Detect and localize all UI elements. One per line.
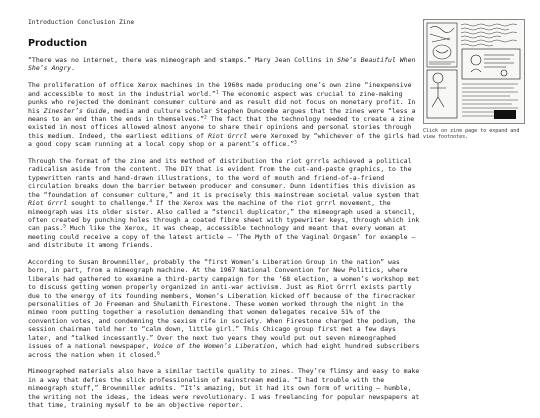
italic-title: Riot Grrrl bbox=[208, 131, 248, 140]
paragraph bbox=[28, 367, 423, 409]
footnote-marker[interactable]: 5 bbox=[63, 224, 66, 230]
breadcrumb: Introduction Conclusion Zine bbox=[28, 19, 135, 26]
text-run: , which had eight hundred subscribers across the nation when it closed. bbox=[28, 342, 420, 359]
sidebar bbox=[423, 19, 525, 141]
text-run: , media and culture scholar Stephen Duncombe argues that the zines were “less a means to an end than the ends in themselves.” bbox=[28, 106, 416, 123]
italic-title: Riot Grrrl bbox=[28, 199, 68, 208]
text-run: The economic aspect was crucial to zine-making punks who rejected the dominant consumer culture and as result did not focus on monetary profit. In his bbox=[28, 89, 416, 115]
text-run: The fact that the technology needed to create a zine existed in most offices allowed almost anyone to share their opinions and personal stories through this medium. Indeed, the earliest editions of bbox=[28, 114, 415, 140]
footnote-marker[interactable]: 4 bbox=[149, 199, 152, 205]
italic-title: Voice of the Women’s Liberation bbox=[153, 342, 275, 351]
text-run: According to Susan Brownmiller, probably the “first Women’s Liberation Group in the nation” was born, in part, from a mimeograph machine. At the 1967 National Convention for New Politics, where liberals had gathered to examine a third-party campaign for the ‘68 election, a women’s workshop met to discuss getting women properly organized in anti-war activism. Just as Riot Grrrl exists partly due to the energy of its founding members, Women’s Liberation kicked off because of the firecracker personalities of Jo Freeman and Shulamith Firestone. These women worked through the night in the mimeo room putting together a resolution demanding that women delegates receive 51% of the convention votes, and condemning the sexism rife in society. When Firestone charged the podium, the session chairman told her to “calm down, little girl.” This Chicago group first met a few days later, and “talked incessantly.” Over the next two years they would put out seven mimeographed issues of a national newspaper, bbox=[28, 258, 420, 351]
paragraph bbox=[28, 56, 423, 73]
italic-title: She’s Beautiful When She’s Angry bbox=[28, 56, 416, 73]
text-run: Mimeographed materials also have a similar tactile quality to zines. They’re flimsy and easy to make in a way that defies the slick professionalism of mainstream media. “I had trouble with the mimeograph stuff,” Brownmiller admits. “It’s amazing, but it had its own form of writing – humble, the writing not the ideas, the ideas were revolutionary. I was freelancing for popular newspapers at that time, training myself to be an objective reporter. bbox=[28, 367, 420, 410]
footnote-marker[interactable]: 1 bbox=[215, 90, 219, 96]
text-run: Much like the Xerox, it was cheap, accessible technology and meant that every woman at meeting could receive a copy of the latest article – ‘The Myth of the Vaginal Orgasm’ for example – and distribute it among friends. bbox=[28, 224, 416, 250]
text-run: sought to challenge. bbox=[67, 199, 150, 208]
page-title: Production bbox=[28, 38, 88, 49]
footnote-marker[interactable]: 6 bbox=[157, 350, 160, 356]
zine-caption: Click on zine page to expand and view footnotes. bbox=[423, 128, 520, 141]
text-run: The proliferation of office Xerox machines in the 1960s made producing one’s own zine “inexpensive and accessible to most in the industrial world.” bbox=[28, 81, 412, 98]
paragraph bbox=[28, 157, 423, 249]
paragraph bbox=[28, 81, 423, 148]
zine-page-thumbnail[interactable] bbox=[423, 19, 525, 124]
text-run: . bbox=[71, 64, 75, 73]
italic-title: Zinester’s Guide bbox=[43, 106, 107, 115]
article-body bbox=[28, 56, 423, 409]
text-run: “There was no internet, there was mimeograph and stamps.” Mary Jean Collins in bbox=[28, 56, 338, 64]
paragraph bbox=[28, 258, 423, 359]
text-run: Through the format of the zine and its method of distribution the riot grrrls achieved a political radicalism aside from the content. The DIY that is evident from the cut-and-paste graphics, to the typewritten rants and hand-drawn illustrations, to the word of mouth and friend-of-a-friend circulation breaks down the barrier between producer and consumer. Dunn identifies this division as the “foundation of consumer culture,” and it is precisely this mainstream societal value system that bbox=[28, 157, 420, 199]
text-run: were Xeroxed by “whichever of the girls had a good copy scam running at a local copy shop or a parent’s office.” bbox=[28, 131, 420, 149]
text-run: If the Xerox was the machine of the riot grrrl movement, the mimeograph was its older sister. Also called a “stencil duplicator,” the mimeograph used a stencil, often created by punching holes through a coated fibre sheet with typewriter keys, through which ink can pass. bbox=[28, 199, 420, 233]
footnote-marker[interactable]: 3 bbox=[294, 140, 297, 146]
footnote-marker[interactable]: 2 bbox=[204, 115, 207, 121]
main-content bbox=[28, 19, 423, 418]
